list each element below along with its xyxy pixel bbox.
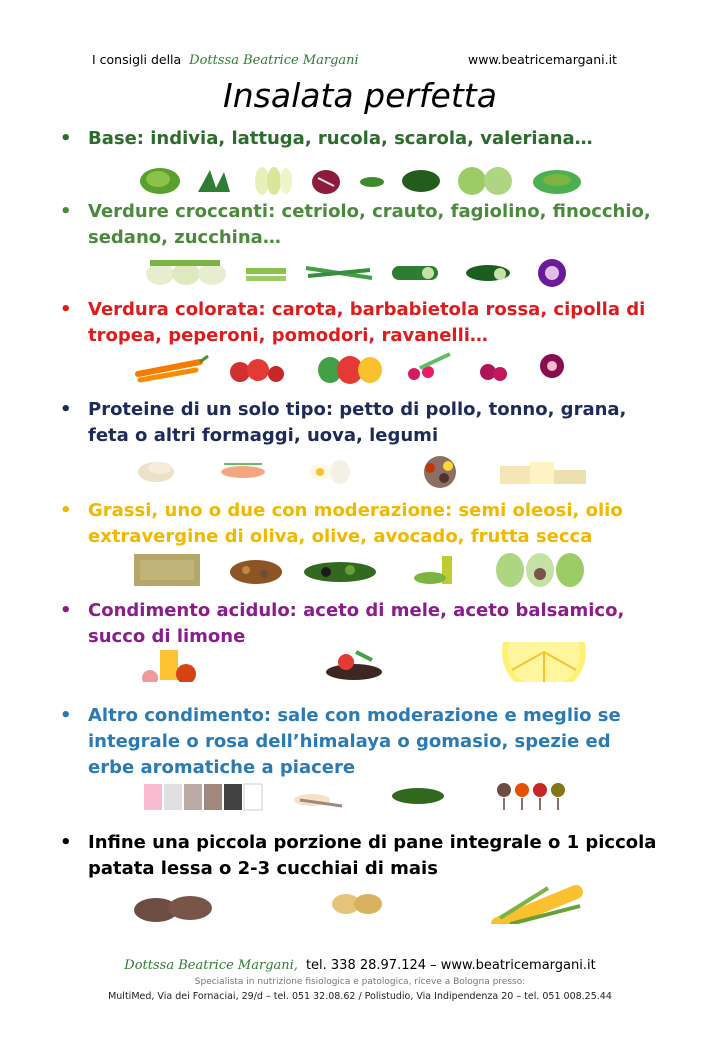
bullet: • xyxy=(60,399,72,420)
spices-photo xyxy=(497,783,565,810)
avocado-photo xyxy=(496,553,584,587)
cheese-photo xyxy=(500,462,586,484)
bullet: • xyxy=(60,500,72,521)
rocket-photo xyxy=(198,170,230,192)
herbs-photo xyxy=(392,788,444,804)
onion-photo xyxy=(480,364,507,381)
bullet: • xyxy=(60,128,72,149)
image-row-proteins xyxy=(0,454,720,494)
zucchini-photo xyxy=(392,266,438,280)
bullet: • xyxy=(60,201,72,222)
lettuce-photo xyxy=(140,168,180,194)
image-row-crunchy xyxy=(0,256,720,296)
lemon-photo xyxy=(502,642,586,682)
salt-spoon-photo xyxy=(294,794,342,806)
image-row-colored xyxy=(0,350,720,390)
bullet: • xyxy=(60,299,72,320)
header-website: www.beatricemargani.it xyxy=(468,52,617,67)
image-row-base xyxy=(0,164,720,204)
page-header xyxy=(0,52,720,72)
section-text: Base: indivia, lattuga, rucola, scarola, valeriana… xyxy=(88,128,593,149)
page-title: Insalata perfetta xyxy=(223,76,497,115)
footer-contact xyxy=(0,958,720,973)
footer-addresses: MultiMed, Via dei Fornaciai, 29/d – tel. 051 32.08.62 / Polistudio, Via Indipendenza 20 – tel. 051 008.25.44 xyxy=(108,991,612,1002)
section-text: Verdura colorata: carota, barbabietola rossa, cipolla di tropea, peperoni, pomodori, ravanelli… xyxy=(88,299,646,346)
tomatoes-photo xyxy=(230,359,284,382)
footer-signature: Dottssa Beatrice Margani, xyxy=(124,958,298,973)
section-text: Condimento acidulo: aceto di mele, aceto balsamico, succo di limone xyxy=(88,600,625,647)
header-prefix: I consigli della xyxy=(92,52,182,67)
red-cabbage-photo xyxy=(538,259,566,287)
cabbage-photo xyxy=(458,167,512,195)
bullet: • xyxy=(60,832,72,853)
fennel-photo xyxy=(146,260,226,285)
corn-photo xyxy=(498,888,580,924)
image-row-finally xyxy=(0,884,720,924)
header-signature: Dottssa Beatrice Margani xyxy=(189,53,359,68)
olive-oil-photo xyxy=(414,556,452,584)
green-beans-photo xyxy=(306,268,372,278)
salt-jars-photo xyxy=(144,784,262,810)
bullet: • xyxy=(60,600,72,621)
cucumber-photo xyxy=(466,265,510,281)
section-text: Verdure croccanti: cetriolo, crauto, fagiolino, finocchio, sedano, zucchina… xyxy=(88,201,651,248)
nuts-photo xyxy=(230,560,282,584)
seeds-photo xyxy=(134,554,200,586)
eggs-photo xyxy=(310,460,350,484)
footer-specialization: Specialista in nutrizione fisiologica e patologica, riceve a Bologna presso: xyxy=(194,977,526,987)
radishes-photo xyxy=(408,354,450,380)
radicchio-photo xyxy=(312,170,340,194)
balsamic-photo xyxy=(326,652,382,680)
bread-photo xyxy=(134,896,212,922)
apple-vinegar-photo xyxy=(142,650,196,682)
valerian-photo xyxy=(360,177,384,187)
endive-photo xyxy=(255,167,292,195)
header-left xyxy=(92,52,359,68)
image-row-acid xyxy=(0,642,720,682)
section-text: Altro condimento: sale con moderazione e meglio se integrale o rosa dell’himalaya o gomasio, spezie ed erbe aromatiche a piacere xyxy=(88,705,621,778)
image-row-seasoning xyxy=(0,778,720,818)
potatoes-photo xyxy=(332,894,382,914)
salmon-photo xyxy=(221,464,265,478)
escarole-photo xyxy=(533,170,581,194)
footer-contact-text: tel. 338 28.97.124 – www.beatricemargani.it xyxy=(305,958,596,973)
spinach-photo xyxy=(402,170,440,192)
carrots-photo xyxy=(138,356,208,380)
image-row-fats xyxy=(0,552,720,592)
olives-photo xyxy=(304,562,376,582)
section-text: Proteine di un solo tipo: petto di pollo, tonno, grana, feta o altri formaggi, uova, legumi xyxy=(88,399,627,446)
peppers-photo xyxy=(318,356,382,384)
bullet: • xyxy=(60,705,72,726)
section-text: Infine una piccola porzione di pane integrale o 1 piccola patata lessa o 2-3 cucchiai di mais xyxy=(88,832,657,879)
beetroot-photo xyxy=(540,354,564,378)
section-text: Grassi, uno o due con moderazione: semi oleosi, olio extravergine di oliva, olive, avocado, frutta secca xyxy=(88,500,623,547)
celery-photo xyxy=(246,268,286,281)
chicken-photo xyxy=(138,462,174,482)
legumes-photo xyxy=(424,456,456,488)
